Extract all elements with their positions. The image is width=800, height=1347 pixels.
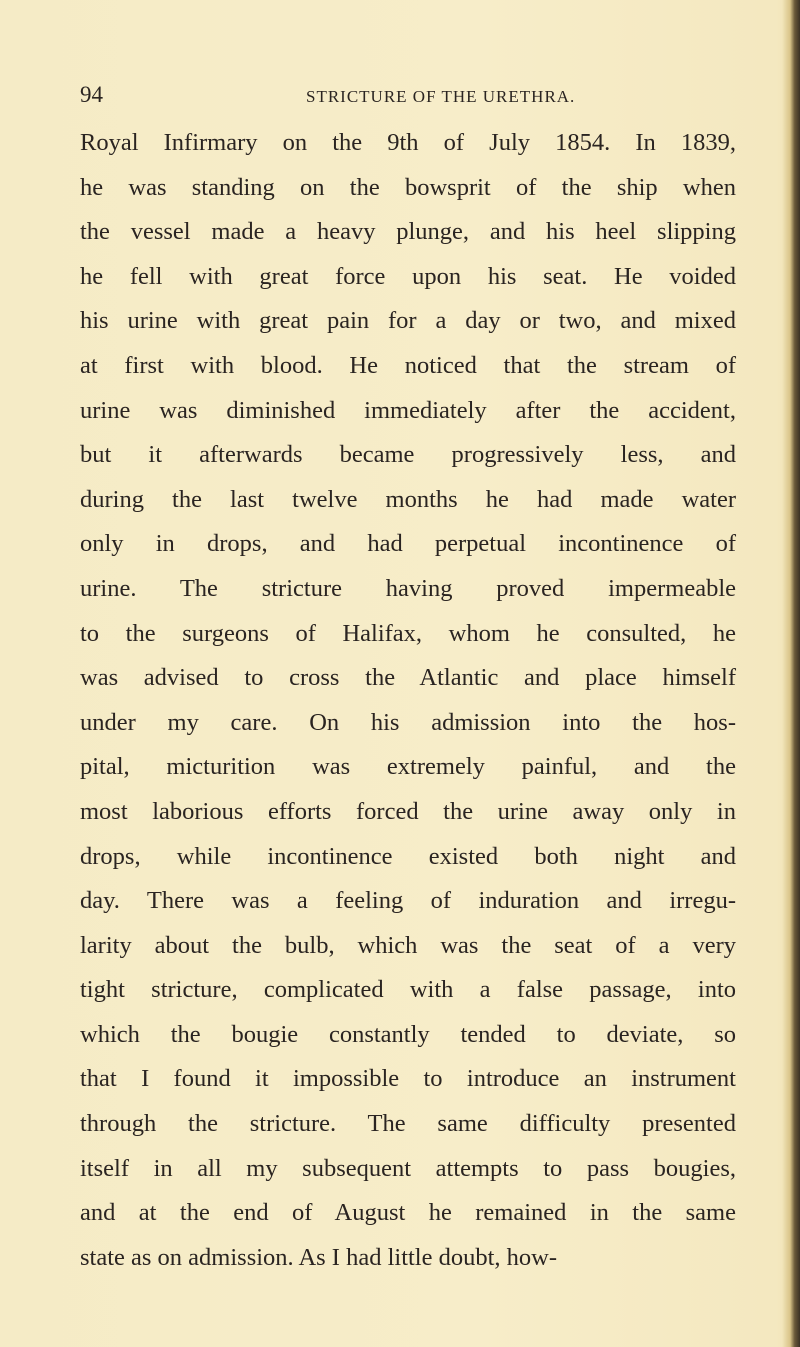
text-line: urine. The stricture having proved impermeable [80, 574, 736, 602]
text-line: the vessel made a heavy plunge, and his heel slipping [80, 218, 736, 246]
text-line: which the bougie constantly tended to deviate, so [80, 1020, 736, 1048]
text-line: Royal Infirmary on the 9th of July 1854. In 1839, [80, 129, 736, 156]
text-line: under my care. On his admission into the hos- [80, 708, 736, 736]
text-line: he fell with great force upon his seat. He voided [80, 262, 736, 290]
text-line: urine was diminished immediately after the accident, [80, 396, 736, 424]
body-text [80, 121, 736, 1280]
text-line: at first with blood. He noticed that the stream of [80, 351, 736, 379]
text-line: he was standing on the bowsprit of the ship when [80, 173, 736, 201]
text-line: and at the end of August he remained in the same [80, 1199, 736, 1227]
text-line: that I found it impossible to introduce an instrument [80, 1065, 736, 1093]
text-line: most laborious efforts forced the urine away only in [80, 797, 736, 825]
text-line: to the surgeons of Halifax, whom he consulted, he [80, 619, 736, 647]
page-header [60, 70, 732, 110]
text-line: his urine with great pain for a day or two, and mixed [80, 307, 736, 335]
text-line: but it afterwards became progressively less, and [80, 441, 736, 469]
text-line: drops, while incontinence existed both night and [80, 842, 736, 870]
text-line: during the last twelve months he had made water [80, 485, 736, 513]
text-line: day. There was a feeling of induration and irregu- [80, 887, 736, 915]
text-line: itself in all my subsequent attempts to pass bougies, [80, 1154, 736, 1182]
page-number: 94 [80, 82, 103, 107]
text-line: through the stricture. The same difficulty presented [80, 1110, 736, 1138]
page-edge-shadow [782, 0, 800, 1347]
text-line: pital, micturition was extremely painful, and the [80, 753, 736, 781]
running-head: STRICTURE OF THE URETHRA. [306, 87, 576, 106]
text-line: larity about the bulb, which was the seat of a very [80, 931, 736, 959]
text-line: tight stricture, complicated with a false passage, into [80, 976, 736, 1004]
text-line: only in drops, and had perpetual incontinence of [80, 530, 736, 558]
text-line: state as on admission. As I had little doubt, how- [80, 1243, 558, 1271]
text-line: was advised to cross the Atlantic and place himself [80, 664, 736, 692]
